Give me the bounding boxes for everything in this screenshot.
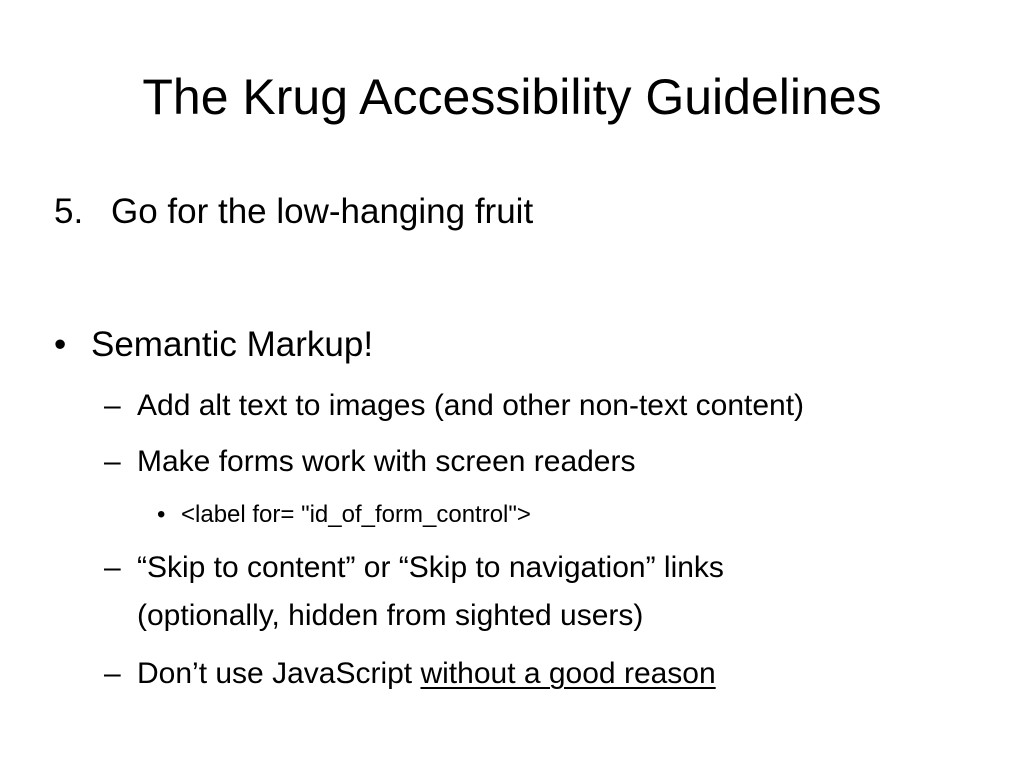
sub-item-text-plain: Don’t use JavaScript — [137, 657, 421, 690]
sub-item — [0, 442, 1024, 482]
dash-icon: – — [104, 445, 121, 478]
sub-item-text — [137, 654, 716, 694]
dash-icon: – — [104, 657, 121, 690]
bullet-item-text: Semantic Markup! — [91, 325, 374, 364]
label-code-text: <label for= "id_of_form_control"> — [181, 501, 531, 528]
sub-item — [0, 654, 1024, 694]
slide-title: The Krug Accessibility Guidelines — [142, 69, 882, 125]
sub-item — [0, 548, 1024, 588]
underlined-emphasis: without a good reason — [420, 657, 716, 690]
sub-item-text: Make forms work with screen readers — [137, 445, 636, 478]
item-number: 5. — [54, 192, 84, 231]
sub-item-text-line2: (optionally, hidden from sighted users) — [137, 599, 644, 632]
numbered-item-text: Go for the low-hanging fruit — [111, 192, 534, 231]
sub-item-text-line1: “Skip to content” or “Skip to navigation” links — [137, 551, 724, 584]
sub-sub-item — [0, 499, 1024, 531]
bullet-item — [0, 323, 1024, 367]
bullet-icon: • — [157, 501, 166, 528]
sub-item-continuation — [0, 596, 1024, 636]
dash-icon: – — [104, 389, 121, 422]
numbered-item — [0, 190, 1024, 234]
sub-item — [0, 386, 1024, 426]
dash-icon: – — [104, 551, 121, 584]
sub-item-text: Add alt text to images (and other non-text content) — [137, 389, 805, 422]
bullet-icon: • — [54, 325, 67, 364]
